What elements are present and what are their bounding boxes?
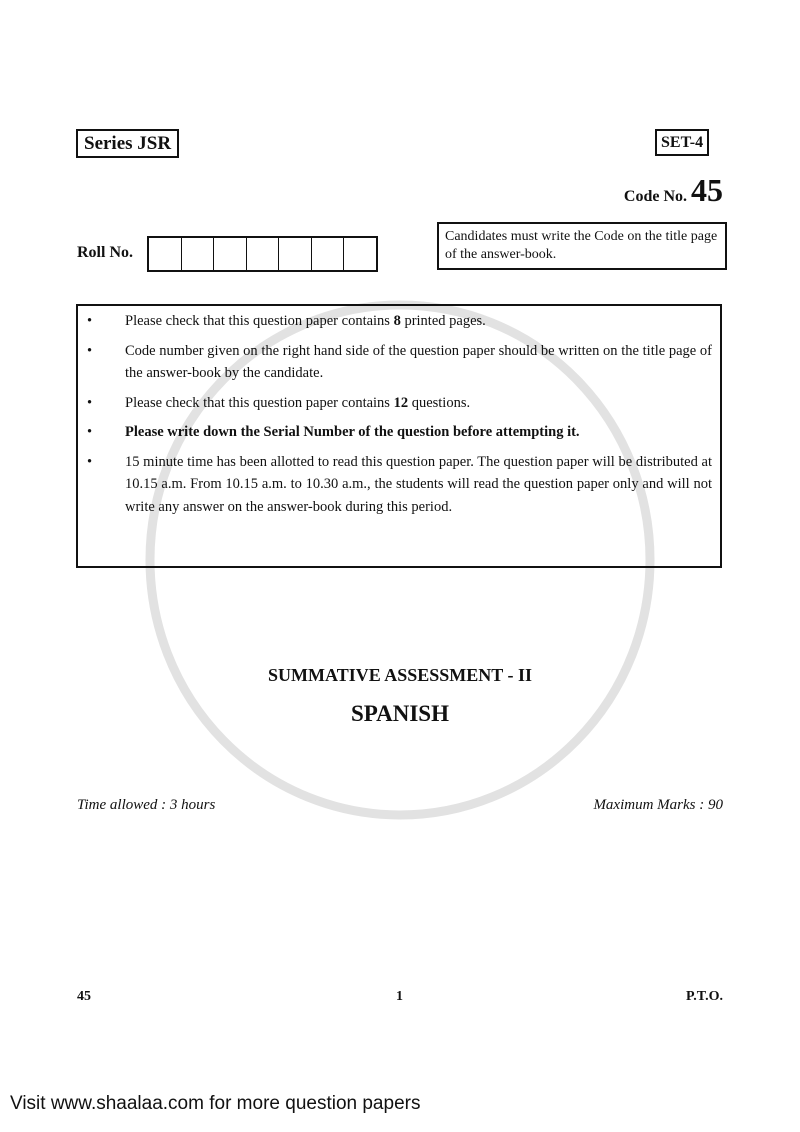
instruction-item <box>78 451 720 519</box>
roll-digit-box <box>247 238 280 270</box>
instruction-text <box>125 340 712 385</box>
candidates-note: Candidates must write the Code on the title page of the answer-book. <box>437 222 727 270</box>
set-label: SET-4 <box>655 129 709 156</box>
code-value: 45 <box>691 172 723 208</box>
instruction-pre: Code number given on the right hand side of the question paper should be written on the title page of the answer-book by the candidate. <box>125 342 712 381</box>
footer-code: 45 <box>77 989 91 1004</box>
instruction-pre: Please check that this question paper contains <box>125 394 394 411</box>
bullet-icon: • <box>87 342 93 359</box>
roll-digit-box <box>344 238 376 270</box>
instruction-post: printed pages. <box>400 313 486 329</box>
instruction-bold: 8 <box>393 313 401 329</box>
assessment-title: SUMMATIVE ASSESSMENT - II <box>268 665 532 685</box>
bullet-icon: • <box>87 313 93 329</box>
instruction-item <box>78 392 720 415</box>
instruction-bold: 12 <box>393 394 409 411</box>
instruction-text <box>125 451 712 519</box>
instruction-text <box>125 310 712 333</box>
roll-digit-box <box>149 238 182 270</box>
subject-title: SPANISH <box>351 701 449 726</box>
pto-label: P.T.O. <box>686 989 723 1004</box>
roll-number-boxes <box>147 236 378 272</box>
maximum-marks: Maximum Marks : 90 <box>593 797 723 813</box>
roll-digit-box <box>214 238 247 270</box>
instruction-item <box>78 310 720 333</box>
bullet-icon: • <box>87 424 93 440</box>
instruction-text <box>125 392 712 415</box>
instruction-item <box>78 421 720 444</box>
code-number <box>624 172 723 209</box>
instruction-pre: 15 minute time has been allotted to read this question paper. The question paper will be distributed at 10.15 a.m. From 10.15 a.m. to 10.30 a.m., the students will read the question paper only and will not write any answer on the answer-book during this period. <box>125 453 712 515</box>
instruction-bold: Please write down the Serial Number of the question before attempting it. <box>125 424 580 440</box>
bottom-banner: Visit www.shaalaa.com for more question papers <box>10 1093 421 1114</box>
instruction-pre: Please check that this question paper contains <box>125 313 394 329</box>
roll-digit-box <box>279 238 312 270</box>
page-number: 1 <box>396 989 403 1004</box>
roll-digit-box <box>312 238 345 270</box>
roll-digit-box <box>182 238 215 270</box>
instruction-post: questions. <box>408 394 471 411</box>
code-label: Code No. <box>623 188 687 205</box>
instruction-text <box>125 421 712 444</box>
time-allowed: Time allowed : 3 hours <box>77 797 216 813</box>
bullet-icon: • <box>87 453 93 470</box>
instructions-box <box>76 304 722 568</box>
roll-label: Roll No. <box>77 244 133 261</box>
bullet-icon: • <box>87 394 93 411</box>
instruction-item <box>78 340 720 385</box>
series-label: Series JSR <box>76 129 179 158</box>
